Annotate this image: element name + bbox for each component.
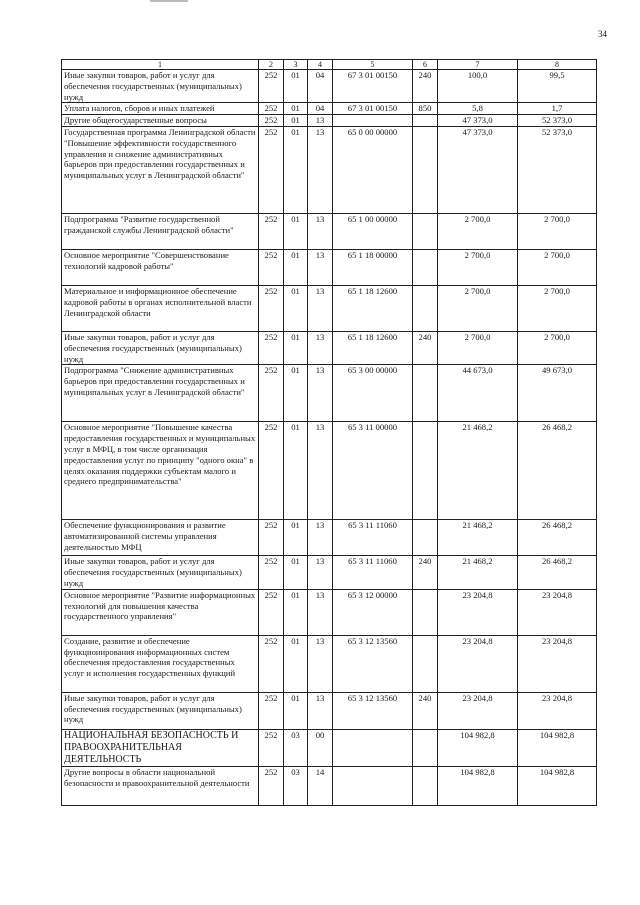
row-subsection: 13 bbox=[308, 249, 333, 285]
table-row bbox=[62, 285, 597, 331]
row-amount-year1: 104 982,8 bbox=[438, 729, 518, 766]
row-amount-year1: 23 204,8 bbox=[438, 635, 518, 692]
row-section: 01 bbox=[284, 692, 308, 729]
row-admin-code: 252 bbox=[259, 766, 284, 805]
row-section: 03 bbox=[284, 766, 308, 805]
row-target-article: 65 3 00 00000 bbox=[333, 365, 413, 422]
header-cell: 3 bbox=[284, 60, 308, 70]
row-target-article: 65 3 12 00000 bbox=[333, 589, 413, 635]
header-cell: 4 bbox=[308, 60, 333, 70]
row-section: 01 bbox=[284, 589, 308, 635]
row-expense-type bbox=[413, 249, 438, 285]
row-amount-year1: 100,0 bbox=[438, 70, 518, 103]
row-section: 01 bbox=[284, 365, 308, 422]
row-name: Подпрограмма "Развитие государственной гражданской службы Ленинградской области" bbox=[62, 213, 259, 249]
row-expense-type bbox=[413, 285, 438, 331]
row-name: Обеспечение функционирования и развитие автоматизированной системы управления деятельностью МФЦ bbox=[62, 520, 259, 556]
row-expense-type bbox=[413, 213, 438, 249]
row-subsection: 13 bbox=[308, 331, 333, 364]
table-row bbox=[62, 729, 597, 766]
row-admin-code: 252 bbox=[259, 103, 284, 115]
row-section: 01 bbox=[284, 115, 308, 127]
row-admin-code: 252 bbox=[259, 70, 284, 103]
row-subsection: 04 bbox=[308, 103, 333, 115]
row-admin-code: 252 bbox=[259, 520, 284, 556]
row-name: Материальное и информационное обеспечение кадровой работы в органах исполнительной власти Ленинградской области bbox=[62, 285, 259, 331]
row-target-article: 67 3 01 00150 bbox=[333, 70, 413, 103]
page-number: 34 bbox=[598, 29, 607, 39]
row-amount-year1: 2 700,0 bbox=[438, 213, 518, 249]
table-row bbox=[62, 692, 597, 729]
row-amount-year2: 99,5 bbox=[518, 70, 597, 103]
header-row bbox=[62, 60, 597, 70]
row-subsection: 13 bbox=[308, 126, 333, 213]
row-amount-year2: 2 700,0 bbox=[518, 285, 597, 331]
row-subsection: 13 bbox=[308, 635, 333, 692]
row-section: 01 bbox=[284, 422, 308, 520]
row-target-article: 65 1 18 00000 bbox=[333, 249, 413, 285]
table-row bbox=[62, 365, 597, 422]
row-admin-code: 252 bbox=[259, 729, 284, 766]
row-amount-year2: 2 700,0 bbox=[518, 331, 597, 364]
row-name: Создание, развитие и обеспечение функционирования информационных систем обеспечения предоставления государственных услуг и исполнения государственных функций bbox=[62, 635, 259, 692]
row-subsection: 13 bbox=[308, 556, 333, 589]
table-row bbox=[62, 126, 597, 213]
row-subsection: 13 bbox=[308, 365, 333, 422]
row-admin-code: 252 bbox=[259, 589, 284, 635]
row-target-article bbox=[333, 766, 413, 805]
row-section: 01 bbox=[284, 70, 308, 103]
row-name: Основное мероприятие "Развитие информационных технологий для повышения качества государственного управления" bbox=[62, 589, 259, 635]
table-row bbox=[62, 635, 597, 692]
row-admin-code: 252 bbox=[259, 213, 284, 249]
row-amount-year2: 1,7 bbox=[518, 103, 597, 115]
row-name: НАЦИОНАЛЬНАЯ БЕЗОПАСНОСТЬ И ПРАВООХРАНИТЕЛЬНАЯ ДЕЯТЕЛЬНОСТЬ bbox=[62, 729, 259, 766]
row-section: 01 bbox=[284, 520, 308, 556]
row-admin-code: 252 bbox=[259, 556, 284, 589]
row-admin-code: 252 bbox=[259, 422, 284, 520]
row-section: 01 bbox=[284, 556, 308, 589]
row-target-article: 65 3 11 11060 bbox=[333, 520, 413, 556]
header-cell: 6 bbox=[413, 60, 438, 70]
row-section: 01 bbox=[284, 249, 308, 285]
row-name: Другие вопросы в области национальной безопасности и правоохранительной деятельности bbox=[62, 766, 259, 805]
row-target-article: 65 1 00 00000 bbox=[333, 213, 413, 249]
row-name: Иные закупки товаров, работ и услуг для обеспечения государственных (муниципальных) нужд bbox=[62, 556, 259, 589]
row-admin-code: 252 bbox=[259, 285, 284, 331]
table-body bbox=[62, 70, 597, 806]
row-expense-type: 240 bbox=[413, 692, 438, 729]
row-name: Уплата налогов, сборов и иных платежей bbox=[62, 103, 259, 115]
table-row bbox=[62, 520, 597, 556]
row-target-article: 65 1 18 12600 bbox=[333, 331, 413, 364]
row-amount-year1: 2 700,0 bbox=[438, 249, 518, 285]
row-amount-year2: 2 700,0 bbox=[518, 213, 597, 249]
row-amount-year1: 104 982,8 bbox=[438, 766, 518, 805]
row-subsection: 13 bbox=[308, 213, 333, 249]
table-row bbox=[62, 213, 597, 249]
row-section: 01 bbox=[284, 103, 308, 115]
row-expense-type: 850 bbox=[413, 103, 438, 115]
table-row bbox=[62, 103, 597, 115]
row-target-article bbox=[333, 729, 413, 766]
budget-table bbox=[61, 59, 597, 806]
header-cell: 8 bbox=[518, 60, 597, 70]
row-admin-code: 252 bbox=[259, 365, 284, 422]
row-subsection: 00 bbox=[308, 729, 333, 766]
row-expense-type bbox=[413, 635, 438, 692]
row-amount-year1: 23 204,8 bbox=[438, 692, 518, 729]
row-amount-year2: 26 468,2 bbox=[518, 422, 597, 520]
row-target-article: 65 0 00 00000 bbox=[333, 126, 413, 213]
row-expense-type bbox=[413, 115, 438, 127]
row-section: 01 bbox=[284, 635, 308, 692]
header-cell: 2 bbox=[259, 60, 284, 70]
row-name: Иные закупки товаров, работ и услуг для обеспечения государственных (муниципальных) нужд bbox=[62, 70, 259, 103]
row-admin-code: 252 bbox=[259, 331, 284, 364]
row-subsection: 13 bbox=[308, 115, 333, 127]
row-target-article: 65 1 18 12600 bbox=[333, 285, 413, 331]
row-admin-code: 252 bbox=[259, 692, 284, 729]
row-section: 01 bbox=[284, 285, 308, 331]
row-target-article: 65 3 11 00000 bbox=[333, 422, 413, 520]
row-target-article: 67 3 01 00150 bbox=[333, 103, 413, 115]
row-amount-year1: 21 468,2 bbox=[438, 556, 518, 589]
row-amount-year2: 23 204,8 bbox=[518, 692, 597, 729]
row-name: Иные закупки товаров, работ и услуг для обеспечения государственных (муниципальных) нужд bbox=[62, 331, 259, 364]
header-cell: 1 bbox=[62, 60, 259, 70]
row-subsection: 13 bbox=[308, 285, 333, 331]
row-amount-year1: 47 373,0 bbox=[438, 126, 518, 213]
row-subsection: 13 bbox=[308, 422, 333, 520]
row-amount-year2: 23 204,8 bbox=[518, 589, 597, 635]
row-amount-year1: 2 700,0 bbox=[438, 285, 518, 331]
row-name: Подпрограмма "Снижение административных барьеров при предоставлении государственных и муниципальных услуг в Ленинградской области" bbox=[62, 365, 259, 422]
row-section: 01 bbox=[284, 213, 308, 249]
row-section: 01 bbox=[284, 331, 308, 364]
row-name: Основное мероприятие "Совершенствование технологий кадровой работы" bbox=[62, 249, 259, 285]
row-name: Основное мероприятие "Повышение качества предоставления государственных и муниципальных услуг в МФЦ, в том числе организация предоставления услуг по принципу "одного окна" в целях оказания поддержки субъектам малого и среднего предпринимательства" bbox=[62, 422, 259, 520]
table-row bbox=[62, 115, 597, 127]
row-expense-type bbox=[413, 729, 438, 766]
row-admin-code: 252 bbox=[259, 635, 284, 692]
table-row bbox=[62, 589, 597, 635]
row-amount-year1: 21 468,2 bbox=[438, 520, 518, 556]
row-subsection: 13 bbox=[308, 692, 333, 729]
row-expense-type bbox=[413, 422, 438, 520]
row-amount-year1: 23 204,8 bbox=[438, 589, 518, 635]
table-row bbox=[62, 766, 597, 805]
row-admin-code: 252 bbox=[259, 115, 284, 127]
header-cell: 5 bbox=[333, 60, 413, 70]
row-amount-year2: 26 468,2 bbox=[518, 556, 597, 589]
row-amount-year2: 52 373,0 bbox=[518, 126, 597, 213]
row-expense-type bbox=[413, 766, 438, 805]
table-row bbox=[62, 556, 597, 589]
row-expense-type bbox=[413, 520, 438, 556]
row-target-article: 65 3 12 13560 bbox=[333, 635, 413, 692]
row-section: 03 bbox=[284, 729, 308, 766]
row-amount-year1: 47 373,0 bbox=[438, 115, 518, 127]
row-amount-year2: 104 982,8 bbox=[518, 729, 597, 766]
table-row bbox=[62, 422, 597, 520]
row-amount-year1: 2 700,0 bbox=[438, 331, 518, 364]
row-amount-year2: 26 468,2 bbox=[518, 520, 597, 556]
row-target-article: 65 3 12 13560 bbox=[333, 692, 413, 729]
row-expense-type: 240 bbox=[413, 556, 438, 589]
row-expense-type bbox=[413, 589, 438, 635]
row-admin-code: 252 bbox=[259, 126, 284, 213]
row-name: Иные закупки товаров, работ и услуг для обеспечения государственных (муниципальных) нужд bbox=[62, 692, 259, 729]
row-section: 01 bbox=[284, 126, 308, 213]
header-cell: 7 bbox=[438, 60, 518, 70]
row-target-article bbox=[333, 115, 413, 127]
row-amount-year2: 49 673,0 bbox=[518, 365, 597, 422]
row-expense-type: 240 bbox=[413, 70, 438, 103]
row-amount-year2: 104 982,8 bbox=[518, 766, 597, 805]
row-subsection: 14 bbox=[308, 766, 333, 805]
row-amount-year1: 44 673,0 bbox=[438, 365, 518, 422]
row-expense-type bbox=[413, 126, 438, 213]
scan-edge-mark bbox=[150, 0, 188, 2]
row-subsection: 13 bbox=[308, 520, 333, 556]
row-amount-year1: 5,8 bbox=[438, 103, 518, 115]
row-name: Другие общегосударственные вопросы bbox=[62, 115, 259, 127]
row-name: Государственная программа Ленинградской области "Повышение эффективности государственного управления и снижение административных барьеров при предоставлении государственных и муниципальных услуг в Ленинградской области" bbox=[62, 126, 259, 213]
row-subsection: 13 bbox=[308, 589, 333, 635]
table-row bbox=[62, 331, 597, 364]
table-row bbox=[62, 70, 597, 103]
row-expense-type bbox=[413, 365, 438, 422]
row-admin-code: 252 bbox=[259, 249, 284, 285]
row-subsection: 04 bbox=[308, 70, 333, 103]
row-expense-type: 240 bbox=[413, 331, 438, 364]
row-amount-year2: 23 204,8 bbox=[518, 635, 597, 692]
row-amount-year1: 21 468,2 bbox=[438, 422, 518, 520]
row-amount-year2: 52 373,0 bbox=[518, 115, 597, 127]
row-target-article: 65 3 11 11060 bbox=[333, 556, 413, 589]
table-row bbox=[62, 249, 597, 285]
row-amount-year2: 2 700,0 bbox=[518, 249, 597, 285]
